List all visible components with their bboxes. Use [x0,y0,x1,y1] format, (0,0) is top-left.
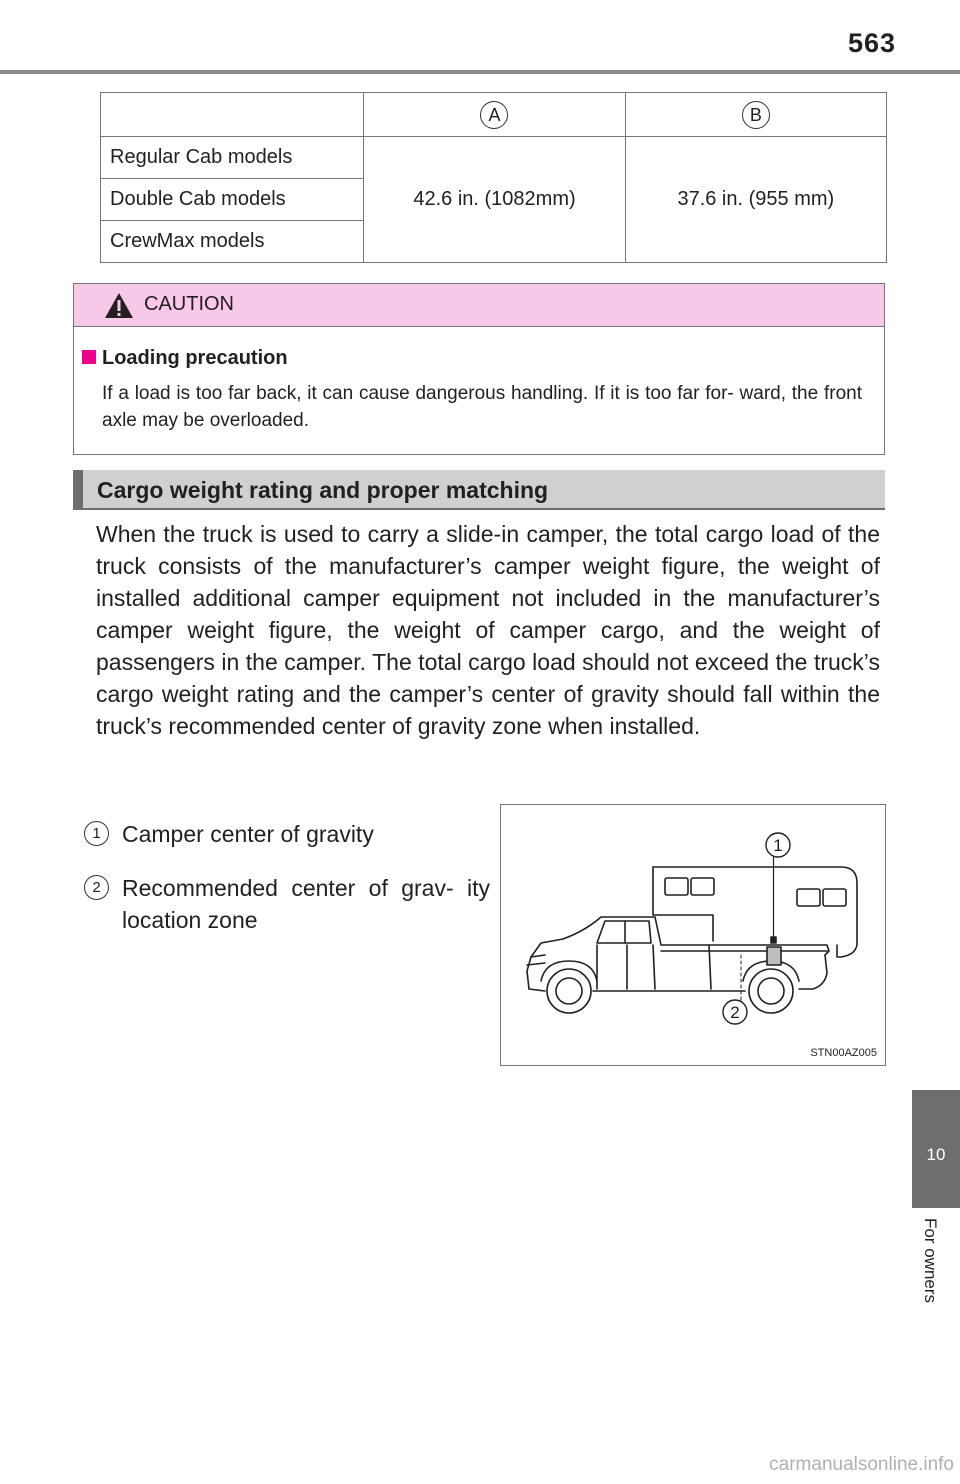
row-label-double-cab: Double Cab models [101,179,364,221]
page-number: 563 [847,28,896,58]
table-row [101,137,887,179]
chapter-label-text: For owners [921,1218,940,1304]
chapter-tab [912,1090,960,1208]
section-heading [73,470,885,510]
chapter-number: 10 [926,1145,946,1164]
camper-truck-figure [500,804,886,1066]
warning-triangle-icon [104,292,134,319]
caution-subheading-text: Loading precaution [102,347,288,369]
table-corner-cell [101,93,364,137]
row-label-crewmax: CrewMax models [101,221,364,263]
figure-code: STN00AZ005 [810,1047,877,1059]
caution-body: If a load is too far back, it can cause dangerous handling. If it is too far for- ward, the front axle may be overloaded. [102,383,862,431]
watermark: carmanualsonline.info [769,1454,954,1475]
table-header-a [364,93,625,137]
section-heading-text: Cargo weight rating and proper matching [97,477,549,503]
circled-letter-a: A [480,101,508,129]
section-body: When the truck is used to carry a slide-in camper, the total cargo load of the truck consists of the manufacturer’s camper weight figure, the weight of installed additional camper equipment not included in the manufacturer’s camper weight figure, the weight of camper cargo, and the weight of passengers in the camper. The total cargo load should not exceed the truck’s cargo weight rating and the camper’s center of gravity should fall within the truck’s recommended center of gravity zone when installed. [96,521,880,739]
dimension-a-value: 42.6 in. (1082mm) [364,137,625,263]
table-header-b [625,93,886,137]
circled-number-2: 2 [84,875,109,900]
circled-letter-b: B [742,101,770,129]
circled-number-1: 1 [84,821,109,846]
caution-title: CAUTION [144,293,234,315]
table-header-row [101,93,887,137]
row-label-regular-cab: Regular Cab models [101,137,364,179]
figure-callout-1: 1 [773,836,783,855]
dimension-b-value: 37.6 in. (955 mm) [625,137,886,263]
header-rule [0,70,960,74]
chapter-label [912,1218,960,1336]
caution-subheading [82,347,288,370]
figure-callout-2: 2 [730,1003,740,1022]
legend-text-2: Recommended center of grav- ity location zone [122,875,490,933]
dimension-table [100,92,887,263]
square-bullet-icon [82,350,96,364]
caution-box [73,283,885,455]
truck-camper-illustration [501,805,887,1067]
caution-header [74,284,884,327]
legend-text-1: Camper center of gravity [122,821,374,847]
